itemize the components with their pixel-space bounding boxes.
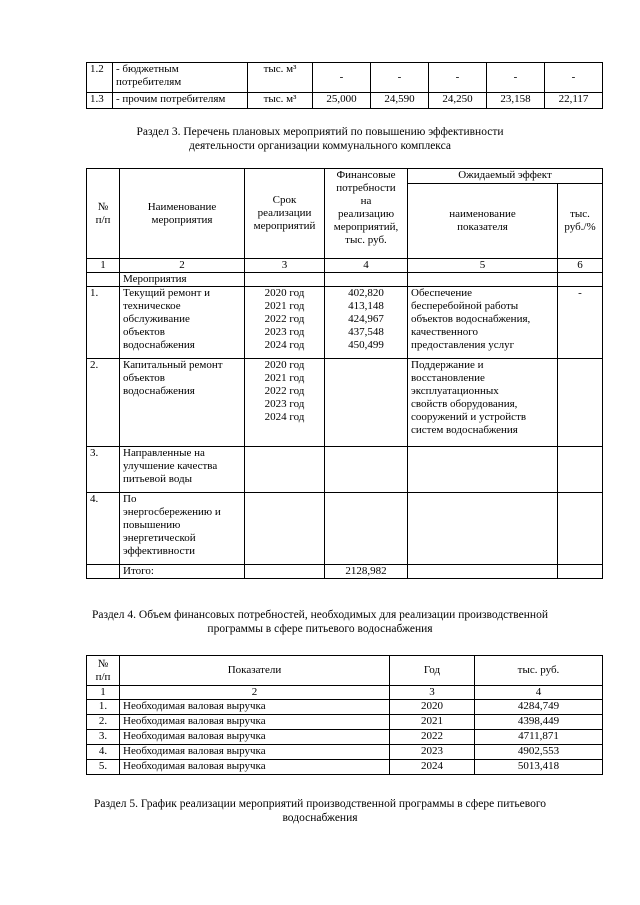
row-number: 5. [87, 760, 120, 775]
row-name: Необходимая валовая выручка [120, 700, 390, 715]
section5-title-line2: водоснабжения [282, 812, 358, 824]
group-label: Мероприятия [120, 273, 245, 287]
col-number: 1 [87, 259, 120, 273]
row-name: Направленные на улучшение качества питьевой воды [120, 447, 245, 493]
col-number: 2 [120, 686, 390, 700]
table-row [87, 715, 603, 730]
row-number: 2. [87, 715, 120, 730]
empty-cell [558, 565, 603, 579]
row-value: 24,250 [429, 93, 487, 109]
section4-title-line2: программы в сфере питьевого водоснабжения [207, 623, 433, 635]
row-years: 2020 год 2021 год 2022 год 2023 год 2024 год [245, 359, 325, 447]
measures-table [86, 168, 603, 579]
header-term: Срок реализации мероприятий [245, 169, 325, 259]
section5-title-line1: Раздел 5. График реализации мероприятий производственной программы в сфере питьевого [93, 798, 547, 810]
row-years: 2020 год 2021 год 2022 год 2023 год 2024 год [245, 287, 325, 359]
row-value: - [313, 63, 371, 93]
row-number: 4. [87, 745, 120, 760]
header-num: № п/п [87, 656, 120, 686]
total-label: Итого: [120, 565, 245, 579]
table-row [87, 760, 603, 775]
col-number: 3 [245, 259, 325, 273]
row-rub: - [558, 287, 603, 359]
column-numbers-row [87, 259, 603, 273]
row-rub [558, 493, 603, 565]
col-number: 4 [475, 686, 603, 700]
row-value: - [371, 63, 429, 93]
table-row [87, 63, 603, 93]
row-year: 2023 [390, 745, 475, 760]
table-row [87, 93, 603, 109]
total-value: 2128,982 [325, 565, 408, 579]
row-indicator: Поддержание и восстановление эксплуатационных свойств оборудования, сооружений и устройств систем водоснабжения [408, 359, 558, 447]
row-indicator: Обеспечение бесперебойной работы объектов водоснабжения, качественного предоставления услуг [408, 287, 558, 359]
row-number: 1.3 [87, 93, 113, 109]
col-number: 2 [120, 259, 245, 273]
row-finance [325, 359, 408, 447]
empty-cell [87, 565, 120, 579]
column-numbers-row [87, 686, 603, 700]
header-indicator: наименование показателя [408, 184, 558, 259]
row-number: 1. [87, 700, 120, 715]
col-number: 5 [408, 259, 558, 273]
table-row [87, 493, 603, 565]
section3-title-line2: деятельности организации коммунального комплекса [189, 140, 451, 152]
header-indicator: Показатели [120, 656, 390, 686]
empty-cell [408, 565, 558, 579]
row-finance [325, 493, 408, 565]
empty-cell [87, 273, 120, 287]
empty-cell [325, 273, 408, 287]
col-number: 4 [325, 259, 408, 273]
row-number: 3. [87, 730, 120, 745]
row-year: 2020 [390, 700, 475, 715]
row-value: 4902,553 [475, 745, 603, 760]
header-year: Год [390, 656, 475, 686]
header-effect: Ожидаемый эффект [408, 169, 603, 184]
empty-cell [408, 273, 558, 287]
row-unit: тыс. м³ [248, 63, 313, 93]
row-name: Необходимая валовая выручка [120, 745, 390, 760]
row-year: 2021 [390, 715, 475, 730]
row-value: 4284,749 [475, 700, 603, 715]
row-name: Необходимая валовая выручка [120, 760, 390, 775]
row-name: Необходимая валовая выручка [120, 715, 390, 730]
table-row [87, 730, 603, 745]
total-row [87, 565, 603, 579]
row-value: 25,000 [313, 93, 371, 109]
row-value: 4711,871 [475, 730, 603, 745]
row-number: 2. [87, 359, 120, 447]
row-unit: тыс. м³ [248, 93, 313, 109]
row-years [245, 493, 325, 565]
row-name: - бюджетным потребителям [113, 63, 248, 93]
header-rub: тыс. руб. [475, 656, 603, 686]
row-name: - прочим потребителям [113, 93, 248, 109]
row-value: - [429, 63, 487, 93]
col-number: 6 [558, 259, 603, 273]
row-name: По энергосбережению и повышению энергетической эффективности [120, 493, 245, 565]
row-finance: 402,820 413,148 424,967 437,548 450,499 [325, 287, 408, 359]
row-number: 1. [87, 287, 120, 359]
table-row [87, 287, 603, 359]
section4-title-line1: Раздел 4. Объем финансовых потребностей, необходимых для реализации производственной [92, 609, 548, 621]
row-indicator [408, 493, 558, 565]
top-table [86, 62, 603, 109]
header-rub: тыс. руб./% [558, 184, 603, 259]
header-name: Наименование мероприятия [120, 169, 245, 259]
row-value: - [487, 63, 545, 93]
header-finance: Финансовые потребности на реализацию мероприятий, тыс. руб. [325, 169, 408, 259]
row-number: 1.2 [87, 63, 113, 93]
empty-cell [245, 273, 325, 287]
table-row [87, 359, 603, 447]
row-name: Капитальный ремонт объектов водоснабжения [120, 359, 245, 447]
table-row [87, 745, 603, 760]
section5-title [0, 797, 640, 825]
header-row [87, 169, 603, 184]
row-finance [325, 447, 408, 493]
table-row [87, 447, 603, 493]
row-number: 3. [87, 447, 120, 493]
section4-title [0, 608, 640, 636]
group-row [87, 273, 603, 287]
empty-cell [558, 273, 603, 287]
row-year: 2022 [390, 730, 475, 745]
header-num: № п/п [87, 169, 120, 259]
row-value: 5013,418 [475, 760, 603, 775]
row-indicator [408, 447, 558, 493]
row-value: - [545, 63, 603, 93]
row-year: 2024 [390, 760, 475, 775]
row-name: Текущий ремонт и техническое обслуживание объектов водоснабжения [120, 287, 245, 359]
row-value: 24,590 [371, 93, 429, 109]
row-rub [558, 359, 603, 447]
col-number: 1 [87, 686, 120, 700]
empty-cell [245, 565, 325, 579]
row-name: Необходимая валовая выручка [120, 730, 390, 745]
row-value: 23,158 [487, 93, 545, 109]
finance-table [86, 655, 603, 775]
header-row [87, 656, 603, 686]
row-number: 4. [87, 493, 120, 565]
row-rub [558, 447, 603, 493]
row-years [245, 447, 325, 493]
row-value: 4398,449 [475, 715, 603, 730]
section3-title [0, 125, 640, 153]
table-row [87, 700, 603, 715]
row-value: 22,117 [545, 93, 603, 109]
section3-title-line1: Раздел 3. Перечень плановых мероприятий по повышению эффективности [136, 126, 504, 138]
col-number: 3 [390, 686, 475, 700]
